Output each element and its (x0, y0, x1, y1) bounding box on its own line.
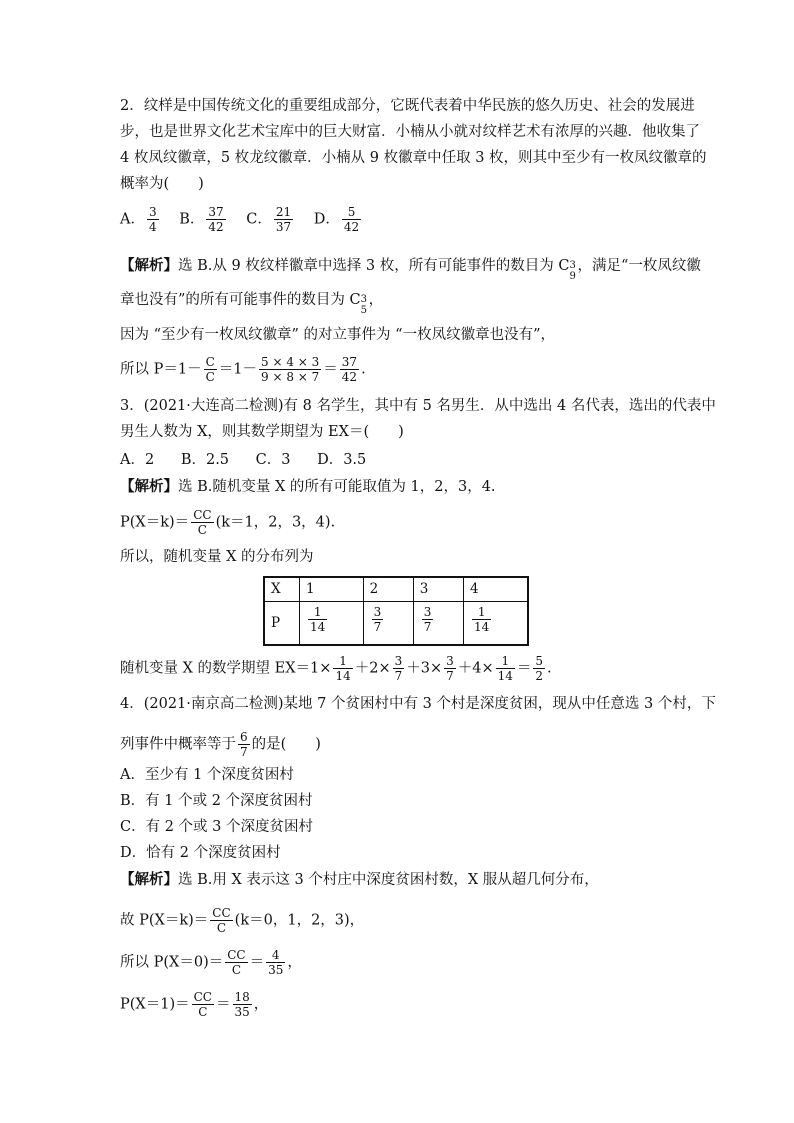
q2-solution-line-1: 【解析】选 B.从 9 枚纹样徽章中选择 3 枚，所有可能事件的数目为 C 3 9 ，满足“一枚凤纹徽 (120, 257, 701, 282)
q3-expectation: 随机变量 X 的数学期望 EX＝1× $\frac{1}{14}$ ＋2× $\frac{3}{7}$ ＋3× $\frac{3}{7}$ ＋4× $\frac{1}{14}$ ＝ $\frac{5}{2}$ . (120, 654, 552, 683)
table-cell: 3 (413, 577, 463, 601)
q2-options (120, 205, 377, 234)
table-cell: $\frac{3}{7}$ (413, 601, 463, 645)
q3-option-d: D．3.5 (317, 452, 367, 468)
q3-option-a: A．2 (120, 452, 155, 468)
table-cell: 2 (363, 577, 413, 601)
q4-option-c: C．有 2 个或 3 个深度贫困村 (120, 819, 313, 835)
distribution-table (263, 576, 529, 646)
q2-stem-line-4: 概率为( ) (120, 176, 204, 192)
q4-solution-line-2: 故 P(X＝k)＝ $\frac{CC}{C}$ (k＝0，1，2，3)， (120, 906, 365, 935)
q2-solution-line-2: 章也没有”的所有可能事件的数目为 C 3 5 ， (120, 292, 384, 316)
q2-stem-line-3: 4 枚凤纹徽章，5 枚龙纹徽章．小楠从 9 枚徽章中任取 3 枚，则其中至少有一枚凤纹徽章的 (120, 150, 707, 166)
table-cell: $\frac{1}{14}$ (300, 601, 364, 645)
q3-stem-line-1: 3．(2021·大连高二检测)有 8 名学生，其中有 5 名男生．从中选出 4 名代表，选出的代表中 (120, 398, 716, 414)
q4-option-a: A．至少有 1 个深度贫困村 (120, 767, 294, 783)
q3-solution-line-3: 所以，随机变量 X 的分布列为 (120, 549, 314, 565)
table-cell: P (264, 601, 300, 645)
q2-option-d: D． $\frac{5}{42}$ (313, 205, 360, 234)
q2-solution-line-4: 所以 P＝1－ $\frac{C}{C}$ ＝1－ $\frac{5 \times 4 \times 3}{9 \times 8 \times 7}$ ＝ $\frac{37}{42}$ . (120, 355, 366, 384)
q2-solution-line-3: 因为 “至少有一枚凤纹徽章” 的对立事件为 “一枚凤纹徽章也没有”， (120, 327, 555, 343)
q3-solution-line-1: 【解析】选 B.随机变量 X 的所有可能取值为 1，2，3，4. (120, 478, 496, 495)
q4-stem-line-2: 列事件中概率等于 $\frac{6}{7}$ 的是( ) (120, 730, 321, 759)
q4-stem-line-1: 4．(2021·南京高二检测)某地 7 个贫困村中有 3 个村是深度贫困，现从中任意选 3 个村，下 (120, 696, 716, 712)
table-cell: $\frac{3}{7}$ (363, 601, 413, 645)
table-cell: $\frac{1}{14}$ (464, 601, 529, 645)
q3-option-b: B．2.5 (180, 452, 230, 468)
solution-tag: 【解析】 (120, 257, 178, 274)
q4-solution-line-4: P(X＝1)＝ $\frac{CC}{C}$ ＝ $\frac{18}{35}$ ， (120, 990, 269, 1019)
table-cell: X (264, 577, 300, 601)
q4-option-d: D．恰有 2 个深度贫困村 (120, 845, 281, 861)
q3-solution-line-2: P(X＝k)＝ $\frac{CC}{C}$ (k＝1，2，3，4). (120, 508, 336, 537)
q3-options (120, 450, 380, 470)
q3-stem-line-2: 男生人数为 X，则其数学期望为 EX＝( ) (120, 424, 404, 440)
table-cell: 1 (300, 577, 364, 601)
solution-tag: 【解析】 (120, 871, 178, 888)
q4-option-b: B．有 1 个或 2 个深度贫困村 (120, 793, 313, 809)
table-cell: 4 (464, 577, 529, 601)
q4-solution-line-3: 所以 P(X＝0)＝ $\frac{CC}{C}$ ＝ $\frac{4}{35}$ ， (120, 948, 302, 977)
q2-stem-line-1: 2．纹样是中国传统文化的重要组成部分，它既代表着中华民族的悠久历史、社会的发展进 (120, 98, 695, 114)
q2-option-c: C． $\frac{21}{37}$ (246, 205, 292, 234)
q2-option-b: B． $\frac{37}{42}$ (179, 205, 224, 234)
q3-option-c: C．3 (255, 452, 291, 468)
q4-solution-line-1: 【解析】选 B.用 X 表示这 3 个村庄中深度贫困村数，X 服从超几何分布， (120, 871, 599, 888)
q2-option-a: A． $\frac{3}{4}$ (120, 205, 157, 234)
solution-tag: 【解析】 (120, 478, 178, 495)
table-row (264, 577, 528, 601)
q2-stem-line-2: 步，也是世界文化艺术宝库中的巨大财富．小楠从小就对纹样艺术有浓厚的兴趣．他收集了 (120, 124, 700, 140)
table-row (264, 601, 528, 645)
